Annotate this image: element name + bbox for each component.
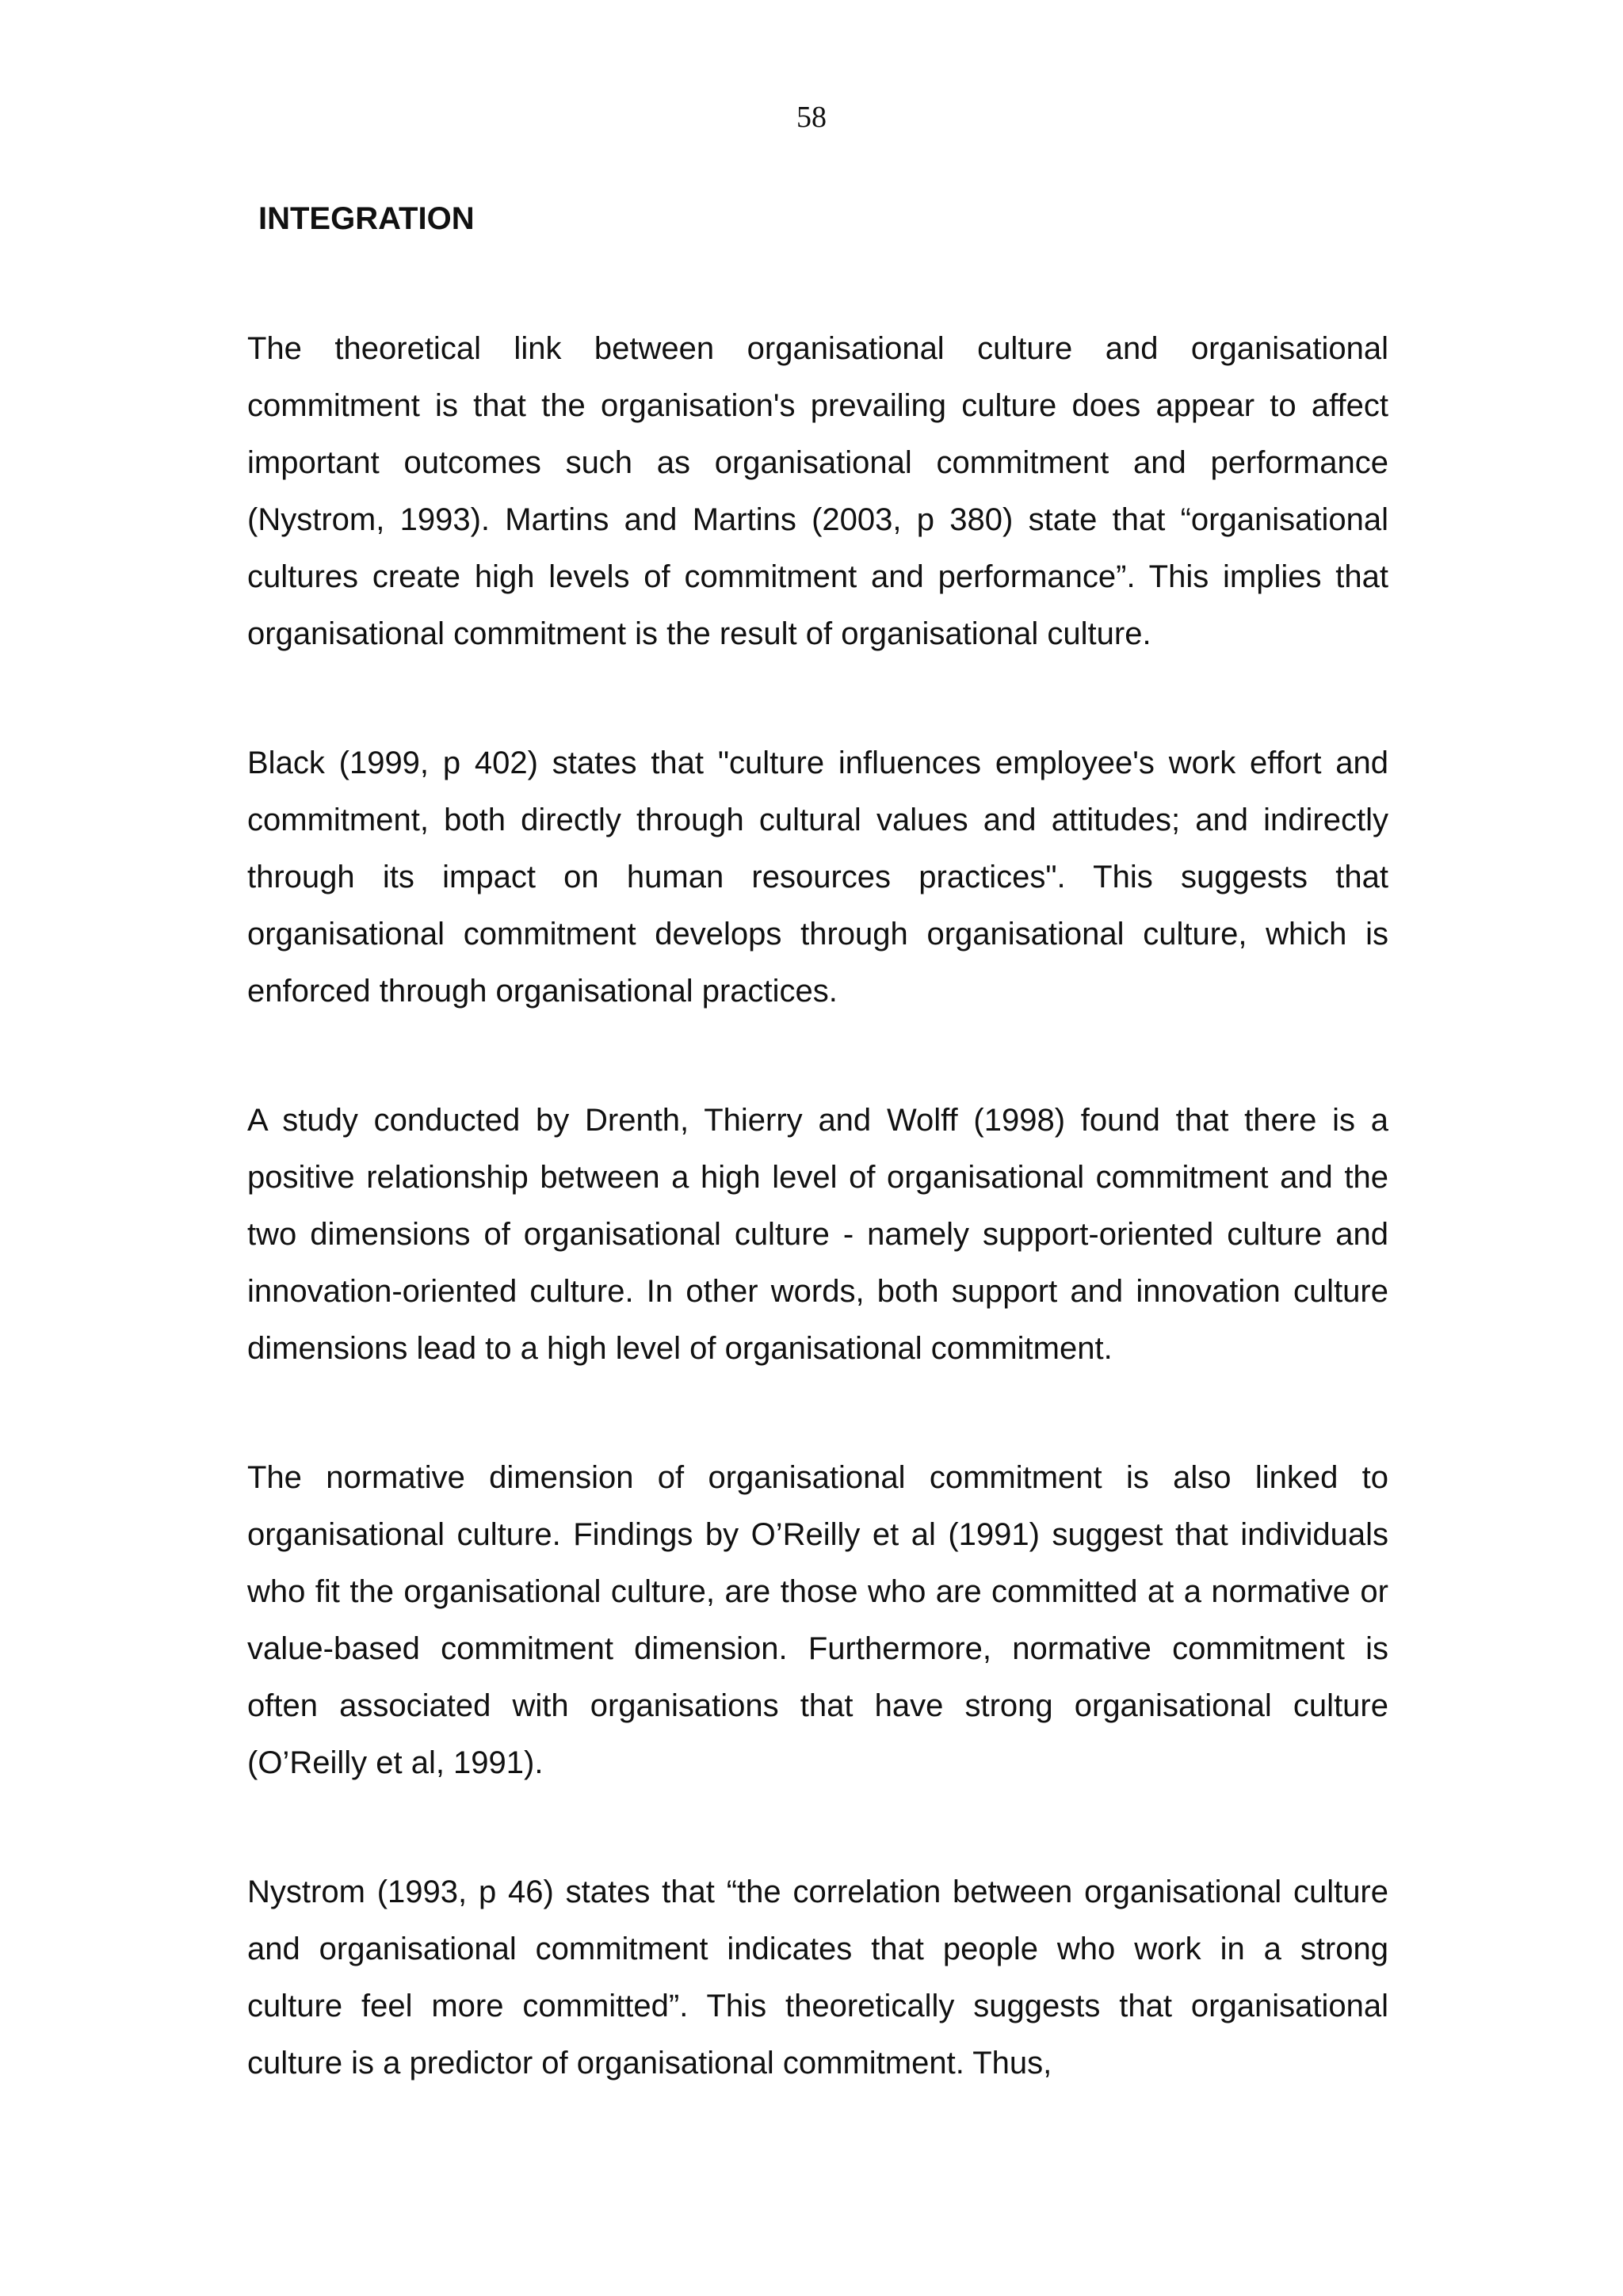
paragraph-1: The theoretical link between organisational culture and organisational commitment is that the organisation's prevailing culture does appear to affect important outcomes such as organisational commitment and performance (Nystrom, 1993). Martins and Martins (2003, p 380) state that “organisational cultures create high levels of commitment and performance”. This implies that organisational commitment is the result of organisational culture. bbox=[247, 331, 1388, 651]
body-text bbox=[247, 320, 1388, 2092]
paragraph-4: The normative dimension of organisational commitment is also linked to organisational culture. Findings by O’Reilly et al (1991) suggest that individuals who fit the organisational culture, are those who are committed at a normative or value-based commitment dimension. Furthermore, normative commitment is often associated with organisations that have strong organisational culture (O’Reilly et al, 1991). bbox=[247, 1460, 1388, 1780]
paragraph-2: Black (1999, p 402) states that "culture influences employee's work effort and commitment, both directly through cultural values and attitudes; and indirectly through its impact on human resources practices". This suggests that organisational commitment develops through organisational culture, which is enforced through organisational practices. bbox=[247, 746, 1388, 1009]
paragraph-3: A study conducted by Drenth, Thierry and Wolff (1998) found that there is a positive relationship between a high level of organisational commitment and the two dimensions of organisational culture - namely support-oriented culture and innovation-oriented culture. In other words, both support and innovation culture dimensions lead to a high level of organisational commitment. bbox=[247, 1103, 1388, 1366]
section-heading: INTEGRATION bbox=[258, 201, 475, 236]
page-number: 58 bbox=[796, 101, 827, 134]
paragraph-5: Nystrom (1993, p 46) states that “the correlation between organisational culture and organisational commitment indicates that people who work in a strong culture feel more committed”. This theoretically suggests that organisational culture is a predictor of organisational commitment. Thus, bbox=[247, 1875, 1388, 2081]
